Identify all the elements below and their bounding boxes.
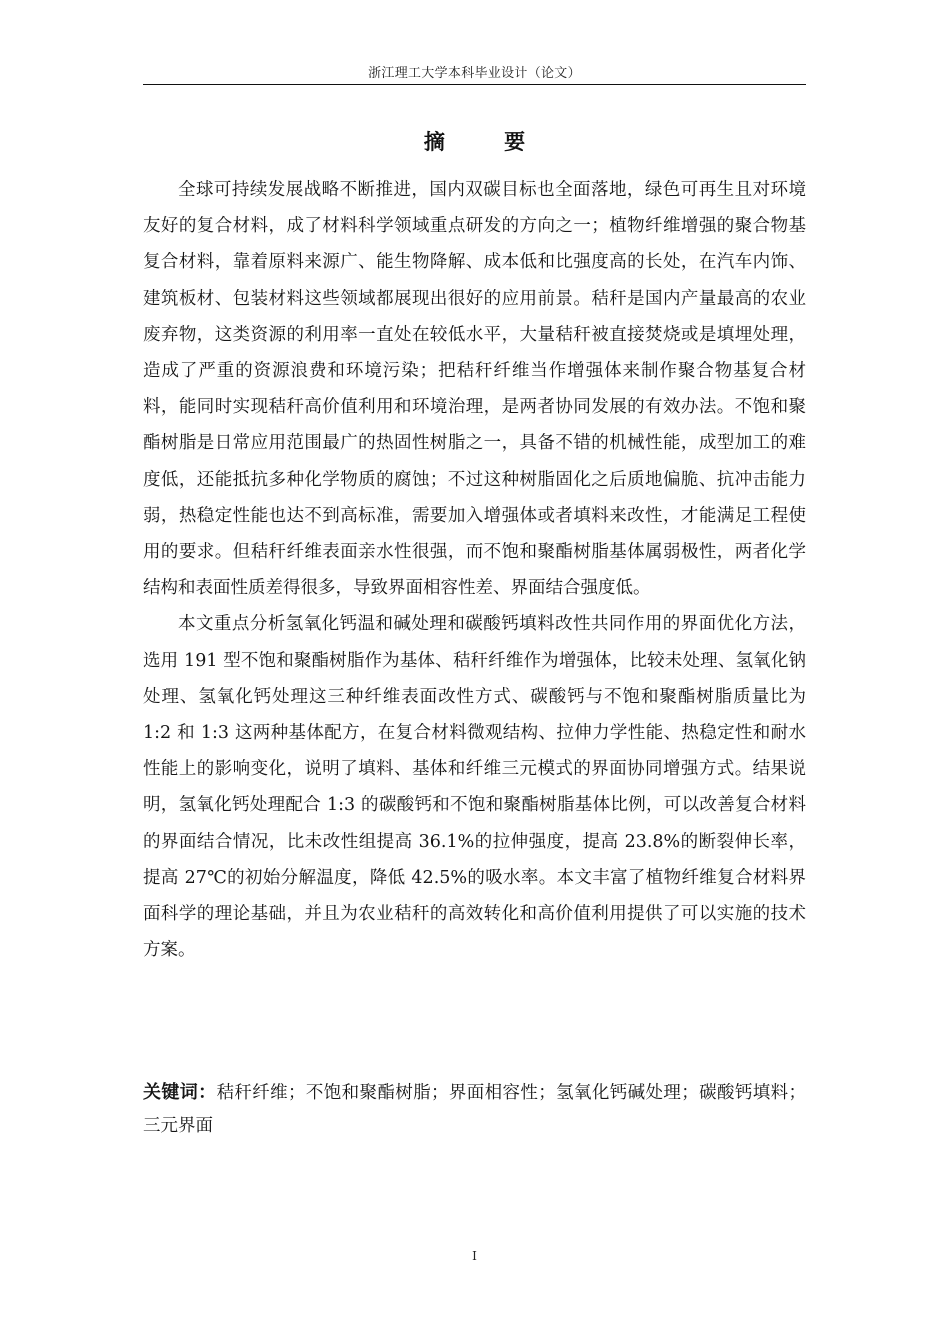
abstract-paragraph-1: 全球可持续发展战略不断推进，国内双碳目标也全面落地，绿色可再生且对环境友好的复合材料，成了材料科学领域重点研发的方向之一；植物纤维增强的聚合物基复合材料，靠着原料来源广、能生物降解、成本低和比强度高的长处，在汽车内饰、建筑板材、包装材料这些领域都展现出很好的应用前景。秸秆是国内产量最高的农业废弃物，这类资源的利用率一直处在较低水平，大量秸秆被直接焚烧或是填埋处理，造成了严重的资源浪费和环境污染；把秸秆纤维当作增强体来制作聚合物基复合材料，能同时实现秸秆高价值利用和环境治理，是两者协同发展的有效办法。不饱和聚酯树脂是日常应用范围最广的热固性树脂之一，具备不错的机械性能，成型加工的难度低，还能抵抗多种化学物质的腐蚀；不过这种树脂固化之后质地偏脆、抗冲击能力弱，热稳定性能也达不到高标准，需要加入增强体或者填料来改性，才能满足工程使用的要求。但秸秆纤维表面亲水性很强，而不饱和聚酯树脂基体属弱极性，两者化学结构和表面性质差得很多，导致界面相容性差、界面结合强度低。 <box>143 180 806 599</box>
page-header: 浙江理工大学本科毕业设计（论文） <box>368 66 581 81</box>
page-number: I <box>472 1249 477 1263</box>
abstract-paragraph-2: 本文重点分析氢氧化钙温和碱处理和碳酸钙填料改性共同作用的界面优化方法，选用 191 型不饱和聚酯树脂作为基体、秸秆纤维作为增强体，比较未处理、氢氧化钠处理、氢氧化钙处理这三种纤维表面改性方式、碳酸钙与不饱和聚酯树脂质量比为 1:2 和 1:3 这两种基体配方，在复合材料微观结构、拉伸力学性能、热稳定性和耐水性能上的影响变化，说明了填料、基体和纤维三元模式的界面协同增强方式。结果说明，氢氧化钙处理配合 1:3 的碳酸钙和不饱和聚酯树脂基体比例，可以改善复合材料的界面结合情况，比未改性组提高 36.1%的拉伸强度，提高 23.8%的断裂伸长率，提高 27℃的初始分解温度，降低 42.5%的吸水率。本文丰富了植物纤维复合材料界面科学的理论基础，并且为农业秸秆的高效转化和高价值利用提供了可以实施的技术方案。 <box>143 614 806 961</box>
keywords-label: 关键词： <box>143 1082 217 1103</box>
keywords-text: 秸秆纤维；不饱和聚酯树脂；界面相容性；氢氧化钙碱处理；碳酸钙填料；三元界面 <box>143 1083 806 1136</box>
keywords-block <box>143 1076 806 1143</box>
abstract-title: 摘 要 <box>423 130 552 154</box>
header-rule <box>143 84 806 85</box>
abstract-body <box>143 172 806 968</box>
